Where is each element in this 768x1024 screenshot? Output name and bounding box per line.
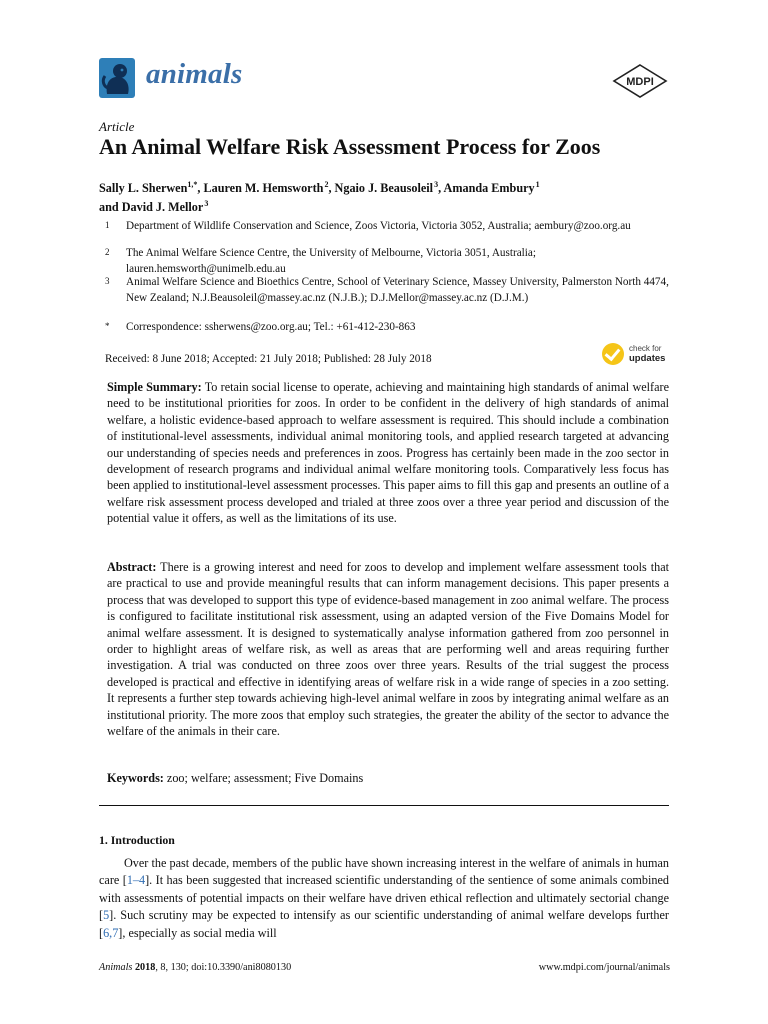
publication-dates: Received: 8 June 2018; Accepted: 21 July 2018; Published: 28 July 2018: [105, 353, 432, 365]
keywords-label: Keywords:: [107, 771, 164, 785]
citation-link[interactable]: 5: [103, 908, 110, 923]
check-icon: [602, 343, 624, 365]
affiliation: [105, 275, 675, 322]
simple-summary: [107, 379, 669, 527]
check-for-updates-badge[interactable]: check for updates: [602, 343, 670, 367]
affiliation-number: *: [105, 321, 110, 331]
author-name: Amanda Embury: [443, 181, 535, 196]
footer-journal: Animals: [99, 962, 133, 973]
journal-name: animals: [146, 58, 243, 90]
mdpi-logo-text: MDPI: [626, 76, 654, 88]
citation-link[interactable]: 1–4: [126, 873, 146, 888]
author-list: Sally L. Sherwen$^{1,*}$, Lauren M. Hemsworth $^2$, Ngaio J. Beausoleil $^3$, Amanda Embury $^1$ and David J. Mellor $^3$: [99, 180, 540, 215]
footer-url[interactable]: www.mdpi.com/journal/animals: [538, 962, 670, 973]
footer-year: 2018: [134, 962, 156, 973]
affiliation: [105, 246, 675, 277]
author-affil-sup: 2: [324, 180, 329, 189]
footer-citation: [99, 962, 291, 973]
keywords-text: zoo; welfare; assessment; Five Domains: [166, 771, 364, 785]
affiliation-text: Correspondence: ssherwens@zoo.org.au; Tel.: +61-412-230-863: [126, 321, 416, 333]
affiliation-number: 3: [105, 276, 110, 286]
article-type: Article: [99, 119, 135, 134]
citation-link[interactable]: 6,7: [103, 925, 119, 940]
abstract: [107, 559, 669, 739]
monkey-icon: [99, 58, 135, 98]
author-affil-sup: 1,*: [187, 180, 198, 189]
affiliation-number: 2: [105, 247, 110, 257]
author-name: Ngaio J. Beausoleil: [334, 181, 434, 196]
author-affil-sup: 3: [434, 180, 439, 189]
section-divider: [99, 805, 669, 806]
introduction-paragraph: Over the past decade, members of the public have shown increasing interest in the welfare of animals in human care [1–4]. It has been suggested that increased scientific understanding of the sentience of some animals combined with assessments of potential impacts on their welfare have driven ethical reflection and ultimately sectorial change [5]. Such scrutiny may be expected to intensify as our scientific understanding of animal welfare develops further [6,7], especially as social media will: [99, 856, 669, 940]
author-name: Lauren M. Hemsworth: [203, 181, 324, 196]
mdpi-logo: [612, 64, 668, 98]
simple-summary-label: Simple Summary:: [107, 380, 202, 394]
author-affil-sup: 1: [535, 180, 540, 189]
keywords: [107, 770, 669, 786]
author-name: David J. Mellor: [121, 200, 204, 215]
abstract-label: Abstract:: [107, 560, 157, 574]
section-heading: 1. Introduction: [99, 833, 175, 847]
affiliation-text: The Animal Welfare Science Centre, the University of Melbourne, Victoria 3051, Australia; lauren.hemsworth@unimelb.edu.au: [126, 247, 536, 275]
footer-doi: , 8, 130; doi:10.3390/ani8080130: [155, 962, 292, 973]
simple-summary-text: To retain social license to operate, achieving and maintaining high standards of animal welfare need to be institutional priorities for zoos. In order to be confident in the delivery of high standards of animal welfare, a holistic evidence-based approach to welfare assessment is required. This should include a combination of institutional-level assessments, individual animal monitoring tools, and applied research targeted at advancing our understanding of species needs and preferences in zoos. Progress has certainly been made in the zoo sector in development of research programs and individual animal welfare monitoring tools. Comparatively less focus has been applied to institutional-level assessment processes. This paper aims to fill this gap and presents an outline of a welfare risk assessment process developed and trialed at three zoos over a three year period and discussion of the potential value it offers, as well as the limitations of its use.: [107, 380, 669, 526]
abstract-text: There is a growing interest and need for zoos to develop and implement welfare assessment tools that are practical to use and provide meaningful results that can inform management decisions. This paper presents a process that was developed to support this type of evidence-based management in zoo animal welfare. The process is configured to facilitate institutional risk assessment, using an adapted version of the Five Domains Model for animal welfare assessment. It is designed to systematically analyse information gathered from zoo personnel in order to highlight areas of welfare risk, as well as areas that are performing well and areas requiring further investigation. A trial was conducted on three zoos over three years. Results of the trial suggest the process developed is practical and effective in identifying areas of welfare risk in a wide range of species in a zoo setting. It represents a further step towards achieving high-level animal welfare in zoos by integrating animal welfare as an institutional priority. The more zoos that employ such strategies, the greater the ability of the sector to advance the welfare of the animals in their care.: [107, 560, 670, 739]
author-affil-sup: 3: [204, 199, 209, 209]
correspondence: [105, 320, 675, 336]
article-title: An Animal Welfare Risk Assessment Process for Zoos: [99, 134, 601, 159]
affiliation-text: Department of Wildlife Conservation and Science, Zoos Victoria, Victoria 3052, Australia; aembury@zoo.org.au: [126, 220, 631, 232]
affiliation-number: 1: [105, 220, 110, 230]
journal-logo: [99, 58, 135, 98]
author-name: Sally L. Sherwen: [99, 181, 188, 196]
affiliation-text: Animal Welfare Science and Bioethics Centre, School of Veterinary Science, Massey University, Palmerston North 4474, New Zealand; N.J.Beausoleil@massey.ac.nz (N.J.B.); D.J.Mellor@massey.ac.nz (D.J.M.): [126, 276, 669, 304]
